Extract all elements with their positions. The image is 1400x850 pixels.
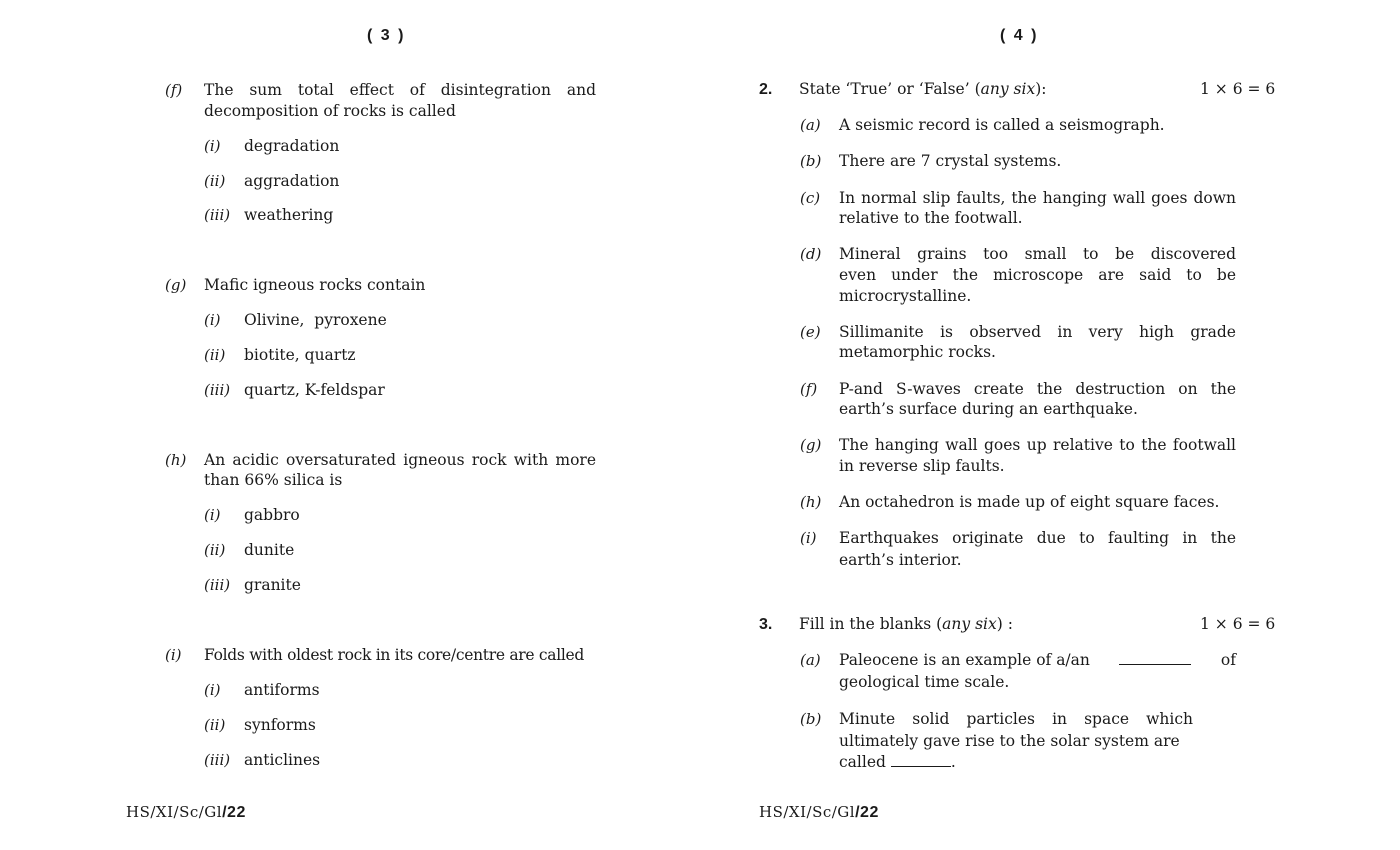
option-text: biotite, quartz (244, 346, 356, 364)
option-text: anticlines (244, 751, 321, 769)
item-text: in reverse slip faults. (839, 457, 1005, 475)
item-label: (h) (800, 493, 822, 511)
option-label: (iii) (204, 751, 231, 769)
right-page (700, 0, 1400, 850)
option-text: dunite (244, 541, 295, 559)
item-text: of (1220, 651, 1236, 669)
page-number: ( 3 ) (367, 27, 406, 44)
item-label: (f) (800, 380, 818, 398)
option-text: degradation (244, 137, 340, 155)
fill-blank (891, 754, 951, 767)
question-text: Folds with oldest rock in its core/centre are called (204, 646, 585, 664)
question-text: than 66% silica is (204, 471, 343, 489)
item-label: (i) (800, 529, 817, 547)
option-text: aggradation (244, 172, 340, 190)
item-text: . (950, 753, 956, 771)
option-label: (ii) (204, 172, 226, 190)
item-text: P-and S-waves create the destruction on the (839, 380, 1236, 398)
footer-code: HS/XI/Sc/Gl (759, 803, 856, 821)
page-number: ( 4 ) (1000, 27, 1039, 44)
page-footer (759, 803, 879, 822)
item-text: earth’s surface during an earthquake. (839, 400, 1138, 418)
question-text: decomposition of rocks is called (204, 102, 456, 120)
option-label: (i) (204, 681, 221, 699)
item-text-line (839, 650, 1236, 671)
option-text: quartz, K-feldspar (244, 381, 385, 399)
option-label: (i) (204, 311, 221, 329)
item-label: (e) (800, 323, 821, 341)
item-text: There are 7 crystal systems. (839, 152, 1062, 170)
item-text: even under the microscope are said to be (839, 266, 1236, 284)
option-text: weathering (244, 206, 334, 224)
question-text: Mafic igneous rocks contain (204, 276, 426, 294)
marks: 1 × 6 = 6 (1200, 80, 1276, 98)
question-label: (f) (165, 81, 183, 99)
option-label: (iii) (204, 381, 231, 399)
question-title (799, 614, 1013, 635)
footer-code: HS/XI/Sc/Gl (126, 803, 223, 821)
option-label: (iii) (204, 206, 231, 224)
question-label: (g) (165, 276, 187, 294)
item-label: (b) (800, 710, 822, 728)
question-label: (i) (165, 646, 182, 664)
title-emphasis: any six (980, 80, 1036, 98)
item-text: Paleocene is an example of a/an (839, 651, 1090, 669)
item-text: earth’s interior. (839, 551, 962, 569)
fill-blank (1119, 652, 1191, 665)
item-text: An octahedron is made up of eight square faces. (839, 493, 1220, 511)
option-text: Olivine, pyroxene (244, 311, 387, 329)
title-emphasis: any six (942, 615, 997, 633)
item-text: called (839, 753, 886, 771)
option-text: synforms (244, 716, 316, 734)
option-label: (ii) (204, 716, 226, 734)
item-text: Earthquakes originate due to faulting in the (839, 529, 1236, 547)
option-label: (ii) (204, 541, 226, 559)
title-text: ) : (996, 615, 1013, 633)
page-footer (126, 803, 246, 822)
title-text: State ‘True’ or ‘False’ ( (799, 80, 981, 98)
question-text: An acidic oversaturated igneous rock with more (204, 451, 596, 469)
item-text: metamorphic rocks. (839, 343, 996, 361)
question-text: The sum total effect of disintegration and (204, 81, 596, 99)
footer-year: /22 (855, 804, 879, 821)
option-label: (iii) (204, 576, 231, 594)
item-text: A seismic record is called a seismograph. (839, 116, 1165, 134)
option-text: gabbro (244, 506, 300, 524)
option-text: antiforms (244, 681, 320, 699)
item-text: Mineral grains too small to be discovered (839, 245, 1236, 263)
item-label: (d) (800, 245, 822, 263)
question-number: 2. (759, 81, 773, 98)
item-text: Sillimanite is observed in very high grade (839, 323, 1236, 341)
item-label: (a) (800, 651, 821, 669)
question-title (799, 79, 1046, 100)
question-number: 3. (759, 616, 773, 633)
title-text: ): (1035, 80, 1047, 98)
item-text: relative to the footwall. (839, 209, 1023, 227)
item-text: The hanging wall goes up relative to the footwall (839, 436, 1236, 454)
title-text: Fill in the blanks ( (799, 615, 943, 633)
item-text-line (839, 752, 956, 773)
footer-year: /22 (222, 804, 246, 821)
item-text: In normal slip faults, the hanging wall goes down (839, 189, 1236, 207)
item-label: (c) (800, 189, 821, 207)
option-text: granite (244, 576, 301, 594)
item-text: Minute solid particles in space which (839, 710, 1193, 728)
item-text: ultimately gave rise to the solar system are (839, 732, 1180, 750)
item-label: (a) (800, 116, 821, 134)
question-label: (h) (165, 451, 187, 469)
item-label: (g) (800, 436, 822, 454)
option-label: (i) (204, 137, 221, 155)
item-text: microcrystalline. (839, 287, 972, 305)
item-label: (b) (800, 152, 822, 170)
item-text: geological time scale. (839, 673, 1010, 691)
marks: 1 × 6 = 6 (1200, 615, 1276, 633)
option-label: (i) (204, 506, 221, 524)
option-label: (ii) (204, 346, 226, 364)
